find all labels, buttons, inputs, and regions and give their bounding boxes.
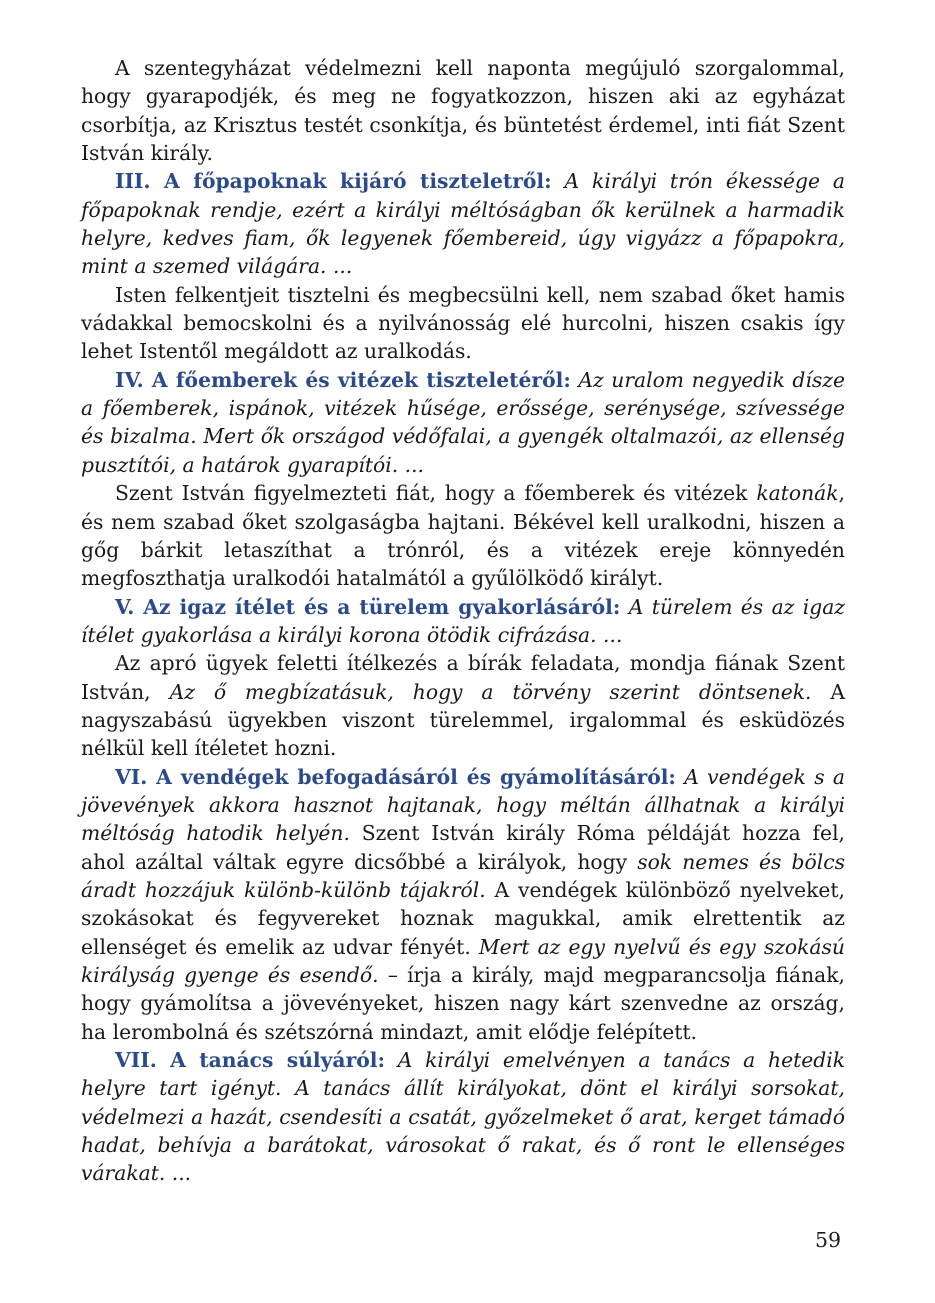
paragraph-commentary-4 <box>81 479 845 592</box>
paragraph-section-3 <box>81 167 845 280</box>
paragraph-text: Szent István figyelmezteti fiát, hogy a főemberek és vitézek <box>115 481 748 506</box>
paragraph-section-6 <box>81 763 845 1046</box>
paragraph-text: Az apró ügyek feletti ítélkezés a bírák feladata, mondja fiának Szent István, <box>81 651 845 704</box>
quote-text: Az uralom negyedik dísze a főemberek, ispánok, vitézek hűsége, erőssége, serénysége, szívessége és bizalma. Mert ők országod védőfalai, a gyengék oltalmazói, az ellenség pusztítói, a határok gyarapítói. ... <box>81 367 845 477</box>
quote-text: katonák <box>756 481 839 506</box>
page-number: 59 <box>815 1228 842 1252</box>
paragraph-intro <box>81 54 845 167</box>
quote-text: A vendégek s a jövevények akkora hasznot hajtanak, hogy méltán állhatnak a királyi méltóság hatodik helyén. <box>81 764 845 846</box>
quote-text: Mert az egy nyelvű és egy szokású királyság gyenge és esendő. <box>81 934 845 987</box>
section-heading: IV. A főemberek és vitézek tiszteletéről: <box>115 367 571 392</box>
document-body <box>81 54 845 1188</box>
paragraph-section-5 <box>81 593 845 650</box>
paragraph-text: A szentegyházat védelmezni kell naponta megújuló szorgalommal, hogy gyarapodjék, és meg ne fogyatkozzon, hiszen aki az egyházat csorbítja, az Krisztus testét csonkítja, és büntetést érdemel, inti fiát Szent István király. <box>81 56 845 166</box>
section-heading: VII. A tanács súlyáról: <box>115 1048 385 1073</box>
paragraph-text: , és nem szabad őket szolgaságba hajtani. Békével kell uralkodni, hiszen a gőg bárkit letaszíthat a trónról, és a vitézek ereje könnyedén megfoszthatja uralkodói hatalmától a gyűlölködő királyt. <box>81 481 845 591</box>
quote-text: Az ő megbízatásuk, hogy a törvény szerint döntsenek. <box>169 679 812 704</box>
paragraph-text: Isten felkentjeit tisztelni és megbecsülni kell, nem szabad őket hamis vádakkal bemocskolni és a nyilvánosság elé hurcolni, hiszen csakis így lehet Istentől megáldott az uralkodás. <box>81 282 845 364</box>
paragraph-text: A vendégek különböző nyelveket, szokásokat és fegyvereket hoznak magukkal, amik elrettentik az ellenséget és emelik az udvar fényét. <box>81 877 846 959</box>
paragraph-commentary-5 <box>81 649 845 762</box>
quote-text: A királyi emelvényen a tanács a hetedik helyre tart igényt. A tanács állít királyokat, dönt el királyi sorsokat, védelmezi a hazát, csendesíti a csatát, győzelmeket ő arat, kerget támadó hadat, behívja a barátokat, városokat ő rakat, és ő ront le ellenséges várakat. ... <box>81 1048 845 1186</box>
paragraph-section-4 <box>81 366 845 479</box>
paragraph-section-7 <box>81 1046 845 1188</box>
quote-text: A királyi trón ékessége a főpapoknak rendje, ezért a királyi méltóságban ők kerülnek a harmadik helyre, kedves fiam, ők legyenek főembereid, úgy vigyázz a főpapokra, mint a szemed világára. ... <box>81 169 846 279</box>
paragraph-text: – írja a király, majd megparancsolja fiának, hogy gyámolítsa a jövevényeket, hiszen nagy kárt szenvedne az ország, ha lerombolná és szétszórná mindazt, amit elődje felépített. <box>81 963 845 1044</box>
section-heading: V. Az igaz ítélet és a türelem gyakorlásáról: <box>115 594 621 619</box>
paragraph-text: A nagyszabású ügyekben viszont türelemmel, irgalommal és esküdözés nélkül kell ítéletet hozni. <box>81 679 846 761</box>
quote-text: A türelem és az igaz ítélet gyakorlása a királyi korona ötödik cifrázása. ... <box>81 594 845 647</box>
paragraph-text: Szent István király Róma példáját hozza fel, ahol azáltal váltak egyre dicsőbbé a királyok, hogy <box>81 821 845 874</box>
section-heading: III. A főpapoknak kijáró tiszteletről: <box>115 169 552 194</box>
quote-text: sok nemes és bölcs áradt hozzájuk különb-különb tájakról. <box>81 849 845 902</box>
section-heading: VI. A vendégek befogadásáról és gyámolításáról: <box>115 764 676 789</box>
paragraph-commentary-3 <box>81 281 845 366</box>
